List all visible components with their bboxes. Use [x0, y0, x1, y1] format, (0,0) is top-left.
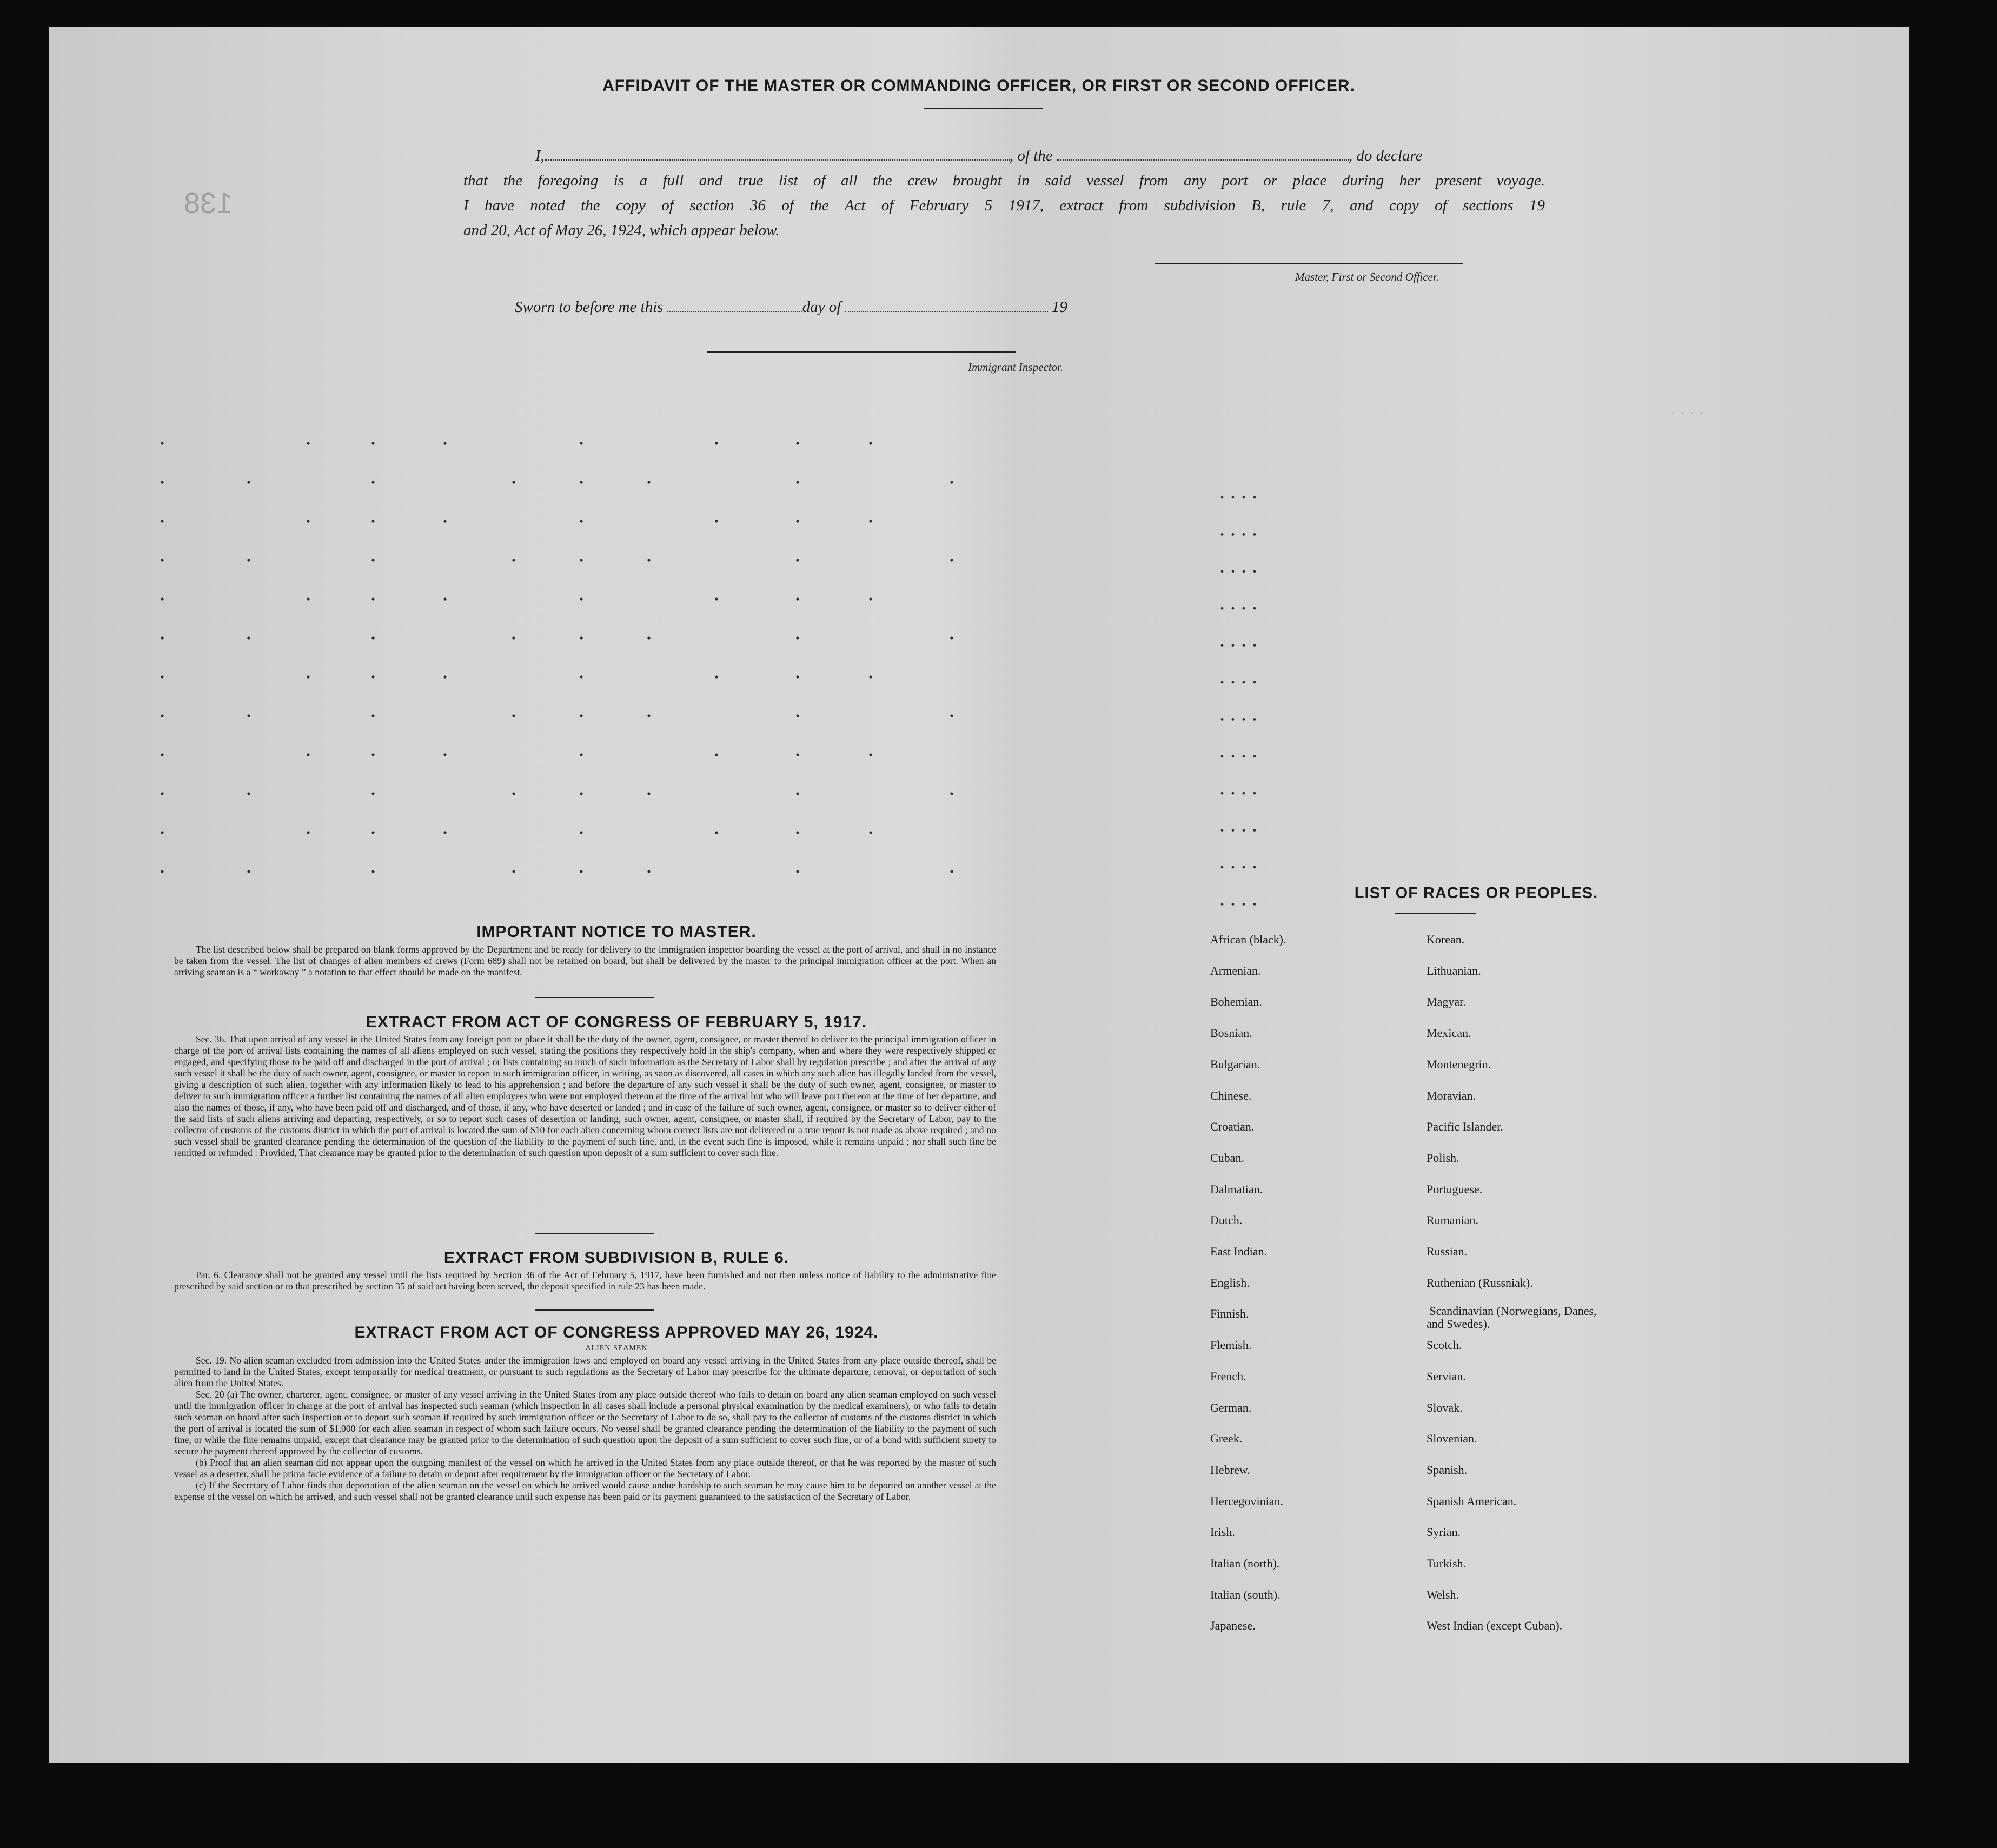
guide-dot: [512, 559, 515, 561]
guide-dot: [1221, 792, 1224, 795]
guide-dot: [247, 636, 250, 639]
guide-dot: [307, 442, 309, 444]
guide-dot: [371, 714, 374, 717]
extract-rule6-body: Par. 6. Clearance shall not be granted any vessel until the lists required by Section 36 of the Act of February 5, 1917, have been furnished and not then unless notice of liability to the administrative fine prescribed by said section or to that prescribed by section 35 of said act having been served, the deposit specified in rule 23 has been made.: [174, 1269, 996, 1292]
guide-dot: [1253, 718, 1256, 721]
race-item: Chinese.: [1210, 1088, 1252, 1102]
guide-dot: [950, 559, 953, 561]
guide-dot: [371, 442, 374, 444]
guide-dot: [1232, 681, 1235, 684]
guide-dot: [1253, 866, 1256, 869]
affidavit-line-2: that the foregoing is a full and true list of all the crew brought in said vessel from any port or place during her present voyage.: [463, 172, 1545, 189]
race-item: Irish.: [1210, 1525, 1235, 1539]
guide-dot: [1243, 718, 1245, 721]
guide-dot: [307, 597, 309, 600]
guide-dot: [950, 792, 953, 795]
race-item: West Indian (except Cuban).: [1427, 1619, 1563, 1633]
guide-dot: [1232, 644, 1235, 647]
race-item: Japanese.: [1210, 1619, 1256, 1633]
guide-dot: [1243, 496, 1245, 499]
guide-dot: [647, 559, 650, 561]
race-item: Cuban.: [1210, 1151, 1244, 1165]
guide-dot: [796, 442, 799, 444]
sworn-line: Sworn to before me this day of 19: [515, 298, 1067, 316]
guide-dot: [796, 481, 799, 483]
race-item: Greek.: [1210, 1432, 1243, 1446]
guide-dot: [1232, 496, 1235, 499]
sec-19: Sec. 19. No alien seaman excluded from admission into the United States under the immigration laws and employed on board any vessel arriving in the United States from any place outside thereof, shall be permitted to land in the United States, except temporarily for medical treatment, or pursuant to such regulations as the Secretary of Labor may prescribe for the ultimate departure, removal, or deportation of such alien from the United States.: [174, 1355, 996, 1388]
guide-dot: [1253, 792, 1256, 795]
guide-dot: [869, 442, 872, 444]
guide-dot: [307, 520, 309, 522]
guide-dot: [1232, 792, 1235, 795]
guide-dot: [580, 559, 582, 561]
guide-dot: [443, 442, 446, 444]
guide-dot: [796, 831, 799, 834]
guide-dot: [580, 675, 582, 678]
affidavit-title: AFFIDAVIT OF THE MASTER OR COMMANDING OFFICER, OR FIRST OR SECOND OFFICER.: [602, 77, 1355, 95]
guide-dot: [247, 792, 250, 795]
guide-dot: [1232, 755, 1235, 757]
race-item: Syrian.: [1427, 1525, 1461, 1539]
guide-dot: [796, 636, 799, 639]
guide-dot: [1243, 570, 1245, 573]
race-item: Slovenian.: [1427, 1432, 1477, 1446]
race-item: African (black).: [1210, 933, 1286, 946]
guide-dot: [371, 559, 374, 561]
guide-dot: [161, 597, 163, 600]
guide-dot: [1253, 533, 1256, 536]
guide-dot: [443, 520, 446, 522]
guide-dot: [1253, 681, 1256, 684]
extract-rule6-title: EXTRACT FROM SUBDIVISION B, RULE 6.: [443, 1249, 789, 1267]
race-item: Spanish American.: [1427, 1494, 1517, 1508]
guide-dot: [869, 831, 872, 834]
guide-dot: [1221, 496, 1224, 499]
guide-dot: [796, 792, 799, 795]
extract-1924-body: [174, 1355, 996, 1503]
guide-dot: [580, 481, 582, 483]
extract-1924-title: EXTRACT FROM ACT OF CONGRESS APPROVED MAY 26, 1924.: [354, 1324, 879, 1341]
guide-dot: [1253, 607, 1256, 610]
guide-dot: [512, 870, 515, 873]
race-item: Mexican.: [1427, 1026, 1471, 1040]
guide-dot: [647, 636, 650, 639]
guide-dot: [161, 442, 163, 444]
guide-dot: [1253, 829, 1256, 832]
guide-dot: [580, 753, 582, 756]
manifest-page: [49, 27, 1909, 1763]
guide-dot: [443, 675, 446, 678]
guide-dot: [869, 597, 872, 600]
guide-dot: [1243, 829, 1245, 832]
guide-dot: [247, 481, 250, 483]
divider: [535, 997, 654, 998]
guide-dot: [580, 870, 582, 873]
guide-dot: [796, 870, 799, 873]
race-item: Flemish.: [1210, 1338, 1252, 1352]
race-item: Magyar.: [1427, 995, 1466, 1009]
guide-dot: [580, 520, 582, 522]
guide-dot: [715, 442, 718, 444]
guide-dot: [512, 481, 515, 483]
guide-dot: [161, 636, 163, 639]
guide-dot: [580, 442, 582, 444]
notice-title: IMPORTANT NOTICE TO MASTER.: [476, 923, 757, 941]
race-item: Rumanian.: [1427, 1213, 1478, 1227]
guide-dot: [371, 597, 374, 600]
race-item: Turkish.: [1427, 1557, 1467, 1570]
guide-dot: [580, 714, 582, 717]
guide-dot: [580, 636, 582, 639]
guide-dot: [371, 520, 374, 522]
guide-dot: [1221, 607, 1224, 610]
guide-dot: [371, 831, 374, 834]
guide-dot: [715, 675, 718, 678]
guide-dot: [1232, 718, 1235, 721]
guide-dot: [715, 753, 718, 756]
race-item: Dutch.: [1210, 1213, 1243, 1227]
guide-dot: [161, 481, 163, 483]
guide-dot: [307, 753, 309, 756]
guide-dot: [869, 520, 872, 522]
guide-dot: [161, 870, 163, 873]
guide-dot: [371, 753, 374, 756]
race-item: Moravian.: [1427, 1088, 1476, 1102]
guide-dot: [1221, 681, 1224, 684]
guide-dot: [1253, 903, 1256, 906]
races-title-underline: [1395, 913, 1476, 914]
guide-dot: [869, 675, 872, 678]
guide-dot: [796, 753, 799, 756]
guide-dot: [443, 597, 446, 600]
guide-dot: [371, 870, 374, 873]
guide-dot: [161, 714, 163, 717]
guide-dot: [796, 597, 799, 600]
guide-dot: [1243, 903, 1245, 906]
race-item: Scotch.: [1427, 1338, 1462, 1352]
race-item: Bulgarian.: [1210, 1057, 1260, 1071]
race-item: Italian (north).: [1210, 1557, 1280, 1570]
race-item: Italian (south).: [1210, 1587, 1281, 1601]
bleed-through-text: · · · ·: [1671, 406, 1704, 419]
guide-dot: [371, 792, 374, 795]
guide-dot: [1221, 718, 1224, 721]
guide-dot: [512, 792, 515, 795]
race-item: Polish.: [1427, 1151, 1459, 1165]
guide-dot: [1221, 755, 1224, 757]
guide-dot: [1253, 755, 1256, 757]
guide-dot: [1232, 533, 1235, 536]
guide-dot: [796, 520, 799, 522]
races-title: LIST OF RACES OR PEOPLES.: [1354, 885, 1598, 902]
guide-dot: [247, 870, 250, 873]
guide-dot: [443, 831, 446, 834]
guide-dot: [1232, 903, 1235, 906]
guide-dot: [796, 675, 799, 678]
guide-dot: [512, 636, 515, 639]
race-item: Croatian.: [1210, 1120, 1255, 1134]
master-signature-caption: Master, First or Second Officer.: [1295, 270, 1439, 283]
race-item: Welsh.: [1427, 1587, 1459, 1601]
guide-dot: [950, 714, 953, 717]
guide-dot: [715, 520, 718, 522]
divider: [535, 1233, 654, 1234]
affidavit-line-3: I have noted the copy of section 36 of the Act of February 5 1917, extract from subdivision B, rule 7, and copy of sections 19: [463, 197, 1545, 214]
sec-20b: (b) Proof that an alien seaman did not appear upon the outgoing manifest of the vessel on which he arrived in the United States from any place outside thereof, or that he was reported by the master of such vessel as a deserter, shall be prima facie evidence of a failure to detain or deport after requirement by the immigration officer or the Secretary of Labor.: [174, 1457, 996, 1479]
race-item: Korean.: [1427, 933, 1465, 946]
guide-dot: [247, 559, 250, 561]
guide-dot: [161, 675, 163, 678]
guide-dot: [512, 714, 515, 717]
race-item: Lithuanian.: [1427, 963, 1481, 978]
guide-dot: [371, 675, 374, 678]
guide-dot: [1243, 866, 1245, 869]
guide-dot: [371, 636, 374, 639]
race-item: Slovak.: [1427, 1400, 1463, 1414]
guide-dot: [950, 870, 953, 873]
guide-dot: [1243, 792, 1245, 795]
race-item: Bohemian.: [1210, 995, 1262, 1009]
guide-dot: [1221, 533, 1224, 536]
guide-dot: [580, 597, 582, 600]
extract-1917-title: EXTRACT FROM ACT OF CONGRESS OF FEBRUARY 5, 1917.: [366, 1013, 867, 1031]
notice-body: The list described below shall be prepared on blank forms approved by the Department and be ready for delivery to the immigration inspector boarding the vessel at the port of arrival, and shall in no instance be taken from the vessel. The list of changes of alien members of crews (Form 689) shall not be retained on board, but shall be delivered by the master to the principal immigration officer at the port. When an arriving seaman is a “ workaway ” a notation to that effect should be made on the manifest.: [174, 944, 996, 978]
race-item: Hebrew.: [1210, 1463, 1250, 1477]
guide-dot: [161, 831, 163, 834]
race-item: Montenegrin.: [1427, 1057, 1491, 1071]
guide-dot: [1221, 644, 1224, 647]
race-item: Hercegovinian.: [1210, 1494, 1283, 1508]
race-item: Ruthenian (Russniak).: [1427, 1275, 1533, 1289]
race-item: Scandinavian (Norwegians, Danes, and Swedes).: [1427, 1304, 1597, 1331]
affidavit-line-1: I, , of the , do declare: [535, 147, 1423, 164]
guide-dot: [1253, 644, 1256, 647]
guide-dot: [161, 559, 163, 561]
guide-dot: [1253, 496, 1256, 499]
alien-seamen-subtitle: ALIEN SEAMEN: [585, 1344, 648, 1352]
guide-dot: [647, 792, 650, 795]
race-item: Dalmatian.: [1210, 1182, 1263, 1196]
guide-dot: [796, 559, 799, 561]
guide-dot: [647, 870, 650, 873]
race-item: German.: [1210, 1400, 1252, 1414]
divider: [535, 1309, 654, 1311]
guide-dot: [161, 792, 163, 795]
inspector-caption: Immigrant Inspector.: [968, 361, 1064, 374]
page-number: 138: [184, 187, 233, 220]
guide-dot: [1243, 533, 1245, 536]
guide-dot: [247, 714, 250, 717]
guide-dot: [1243, 755, 1245, 757]
guide-dot: [1232, 866, 1235, 869]
race-item: Pacific Islander.: [1427, 1120, 1503, 1134]
guide-dot: [1221, 829, 1224, 832]
guide-dot: [371, 481, 374, 483]
guide-dot: [1243, 681, 1245, 684]
race-item: French.: [1210, 1369, 1246, 1383]
guide-dot: [307, 675, 309, 678]
race-item: English.: [1210, 1275, 1250, 1289]
guide-dot: [161, 753, 163, 756]
race-item: Finnish.: [1210, 1307, 1249, 1321]
guide-dot: [443, 753, 446, 756]
guide-dot: [647, 714, 650, 717]
sec-20c: (c) If the Secretary of Labor finds that deportation of the alien seaman on the vessel on which he arrived would cause undue hardship to such seaman he may cause him to be deported on another vessel at the expense of the vessel on which he arrived, and such vessel shall not be granted clearance until such expense has been paid or its payment guaranteed to the satisfaction of the Secretary of Labor.: [174, 1480, 996, 1502]
guide-dot: [1221, 866, 1224, 869]
extract-1917-body: Sec. 36. That upon arrival of any vessel in the United States from any foreign port or place it shall be the duty of the owner, agent, consignee, or master thereof to deliver to the principal immigration officer in charge of the port of arrival lists containing the names of all aliens employed on such vessel, stating the positions they respectively hold in the ship's company, when and where they were respectively shipped or engaged, and specifying those to be paid off and discharged in the port of arrival ; or lists containing so much of such information as the Secretary of Labor shall by regulation prescribe ; and after the arrival of any such vessel it shall be the duty of such owner, agent, consignee, or master to report to such immigration officer, in writing, as soon as discovered, all cases in which any such alien has illegally landed from the vessel, giving a description of such alien, together with any information likely to lead to his apprehension ; and before the departure of any such vessel it shall be the duty of such owner, agent, consignee, or master to deliver to such immigration officer a further list containing the names of all alien employees who were not employed thereon at the time of the arrival but who will leave port thereon at the time of her departure, and also the names of those, if any, who have been paid off and discharged, and of those, if any, who have deserted or landed ; and in case of the failure of such owner, agent, consignee, or master so to deliver either of the said lists of such aliens arriving and departing, respectively, or so to report such cases of desertion or landing, such owner, agent, consignee, or master shall, if required by the Secretary of Labor, pay to the collector of customs of the customs district in which the port of arrival is located the sum of $10 for each alien concerning whom correct lists are not delivered or a true report is not made as above required ; and no such vessel shall be granted clearance pending the determination of the question of the liability to the payment of such fine, and, in the event such fine is imposed, while it remains unpaid ; nor shall such fine be remitted or refunded : Provided, That clearance may be granted prior to the determination of such question upon deposit of a sum sufficient to cover such fine.: [174, 1034, 996, 1158]
guide-dot: [1221, 570, 1224, 573]
guide-dot: [1232, 607, 1235, 610]
guide-dot: [715, 597, 718, 600]
race-item: Portuguese.: [1427, 1182, 1483, 1196]
guide-dot: [307, 831, 309, 834]
guide-dot: [950, 481, 953, 483]
race-item: Russian.: [1427, 1245, 1468, 1258]
guide-dot: [869, 753, 872, 756]
race-item: Servian.: [1427, 1369, 1466, 1383]
guide-dot: [580, 792, 582, 795]
guide-dot: [1232, 829, 1235, 832]
sec-20a: Sec. 20 (a) The owner, charterer, agent, consignee, or master of any vessel arriving in the United States from any place outside thereof who fails to detain on board any alien seaman employed on such vessel until the immigration officer in charge at the port of arrival has inspected such seaman (which inspection in all cases shall include a personal physical examination by the medical examiners), or who fails to detain such seaman on board after such inspection or to deport such seaman if required by such immigration officer or the Secretary of Labor to do so, shall pay to the collector of customs of the customs district in which the port of arrival is located the sum of $1,000 for each alien seaman in respect of whom such failure occurs. No vessel shall be granted clearance pending the determination of the liability to the payment of such fine, or while the fine remains unpaid, except that clearance may be granted prior to the determination of such question upon the deposit of a sum sufficient to cover such fine, or of a bond with sufficient surety to secure the payment thereof approved by the collector of customs.: [174, 1389, 996, 1457]
race-item: Spanish.: [1427, 1463, 1468, 1477]
guide-dot: [580, 831, 582, 834]
guide-dot: [715, 831, 718, 834]
race-item: Bosnian.: [1210, 1026, 1252, 1040]
race-item: Armenian.: [1210, 963, 1261, 978]
guide-dot: [161, 520, 163, 522]
guide-dot: [950, 636, 953, 639]
guide-dot: [1221, 903, 1224, 906]
guide-dot: [1253, 570, 1256, 573]
guide-dot: [1243, 644, 1245, 647]
race-item: East Indian.: [1210, 1245, 1268, 1258]
guide-dot: [1243, 607, 1245, 610]
guide-dot: [796, 714, 799, 717]
guide-dot: [1232, 570, 1235, 573]
guide-dot: [647, 481, 650, 483]
affidavit-line-4: and 20, Act of May 26, 1924, which appear below.: [463, 222, 780, 239]
